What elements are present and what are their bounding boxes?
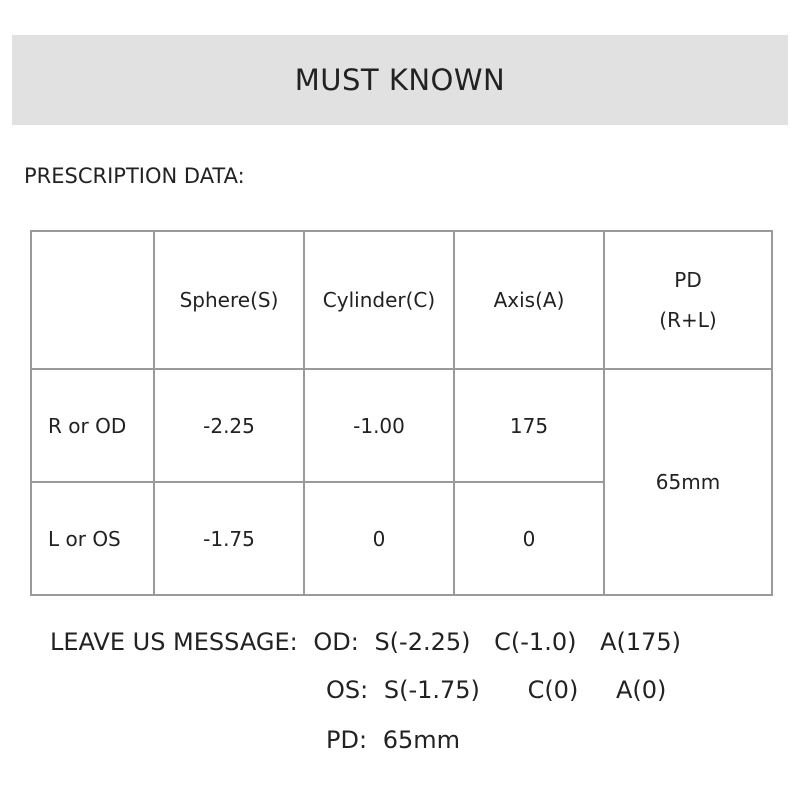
message-od-cylinder: C(-1.0) — [494, 628, 577, 656]
header-cylinder: Cylinder(C) — [304, 231, 454, 369]
prescription-table — [30, 230, 773, 596]
header-pd — [604, 231, 772, 369]
message-od-label: OD: — [313, 628, 359, 656]
cell-os-cylinder: 0 — [304, 482, 454, 595]
header-pd-line1: PD — [674, 268, 702, 292]
cell-od-sphere: -2.25 — [154, 369, 304, 482]
message-os-cylinder: C(0) — [527, 676, 579, 704]
table-header-row — [31, 231, 772, 369]
message-od-sphere: S(-2.25) — [374, 628, 471, 656]
table-row-od — [31, 369, 772, 482]
header-sphere: Sphere(S) — [154, 231, 304, 369]
cell-od-cylinder: -1.00 — [304, 369, 454, 482]
row-label-od: R or OD — [31, 369, 154, 482]
message-pd-label: PD: — [326, 726, 368, 754]
message-line-od — [50, 628, 681, 656]
page-title: MUST KNOWN — [294, 63, 506, 97]
cell-os-sphere: -1.75 — [154, 482, 304, 595]
message-line-os — [326, 676, 666, 704]
message-os-label: OS: — [326, 676, 369, 704]
header-banner — [12, 35, 788, 125]
cell-od-axis: 175 — [454, 369, 604, 482]
header-pd-line2: (R+L) — [659, 308, 717, 332]
message-pd-value: 65mm — [382, 726, 460, 754]
section-label: PRESCRIPTION DATA: — [24, 164, 245, 188]
row-label-os: L or OS — [31, 482, 154, 595]
cell-pd-value: 65mm — [604, 369, 772, 595]
message-os-axis: A(0) — [615, 676, 667, 704]
message-lead: LEAVE US MESSAGE: — [50, 628, 298, 656]
header-axis: Axis(A) — [454, 231, 604, 369]
cell-os-axis: 0 — [454, 482, 604, 595]
header-corner-cell — [31, 231, 154, 369]
message-line-pd — [326, 726, 460, 754]
message-os-sphere: S(-1.75) — [383, 676, 480, 704]
message-od-axis: A(175) — [600, 628, 682, 656]
